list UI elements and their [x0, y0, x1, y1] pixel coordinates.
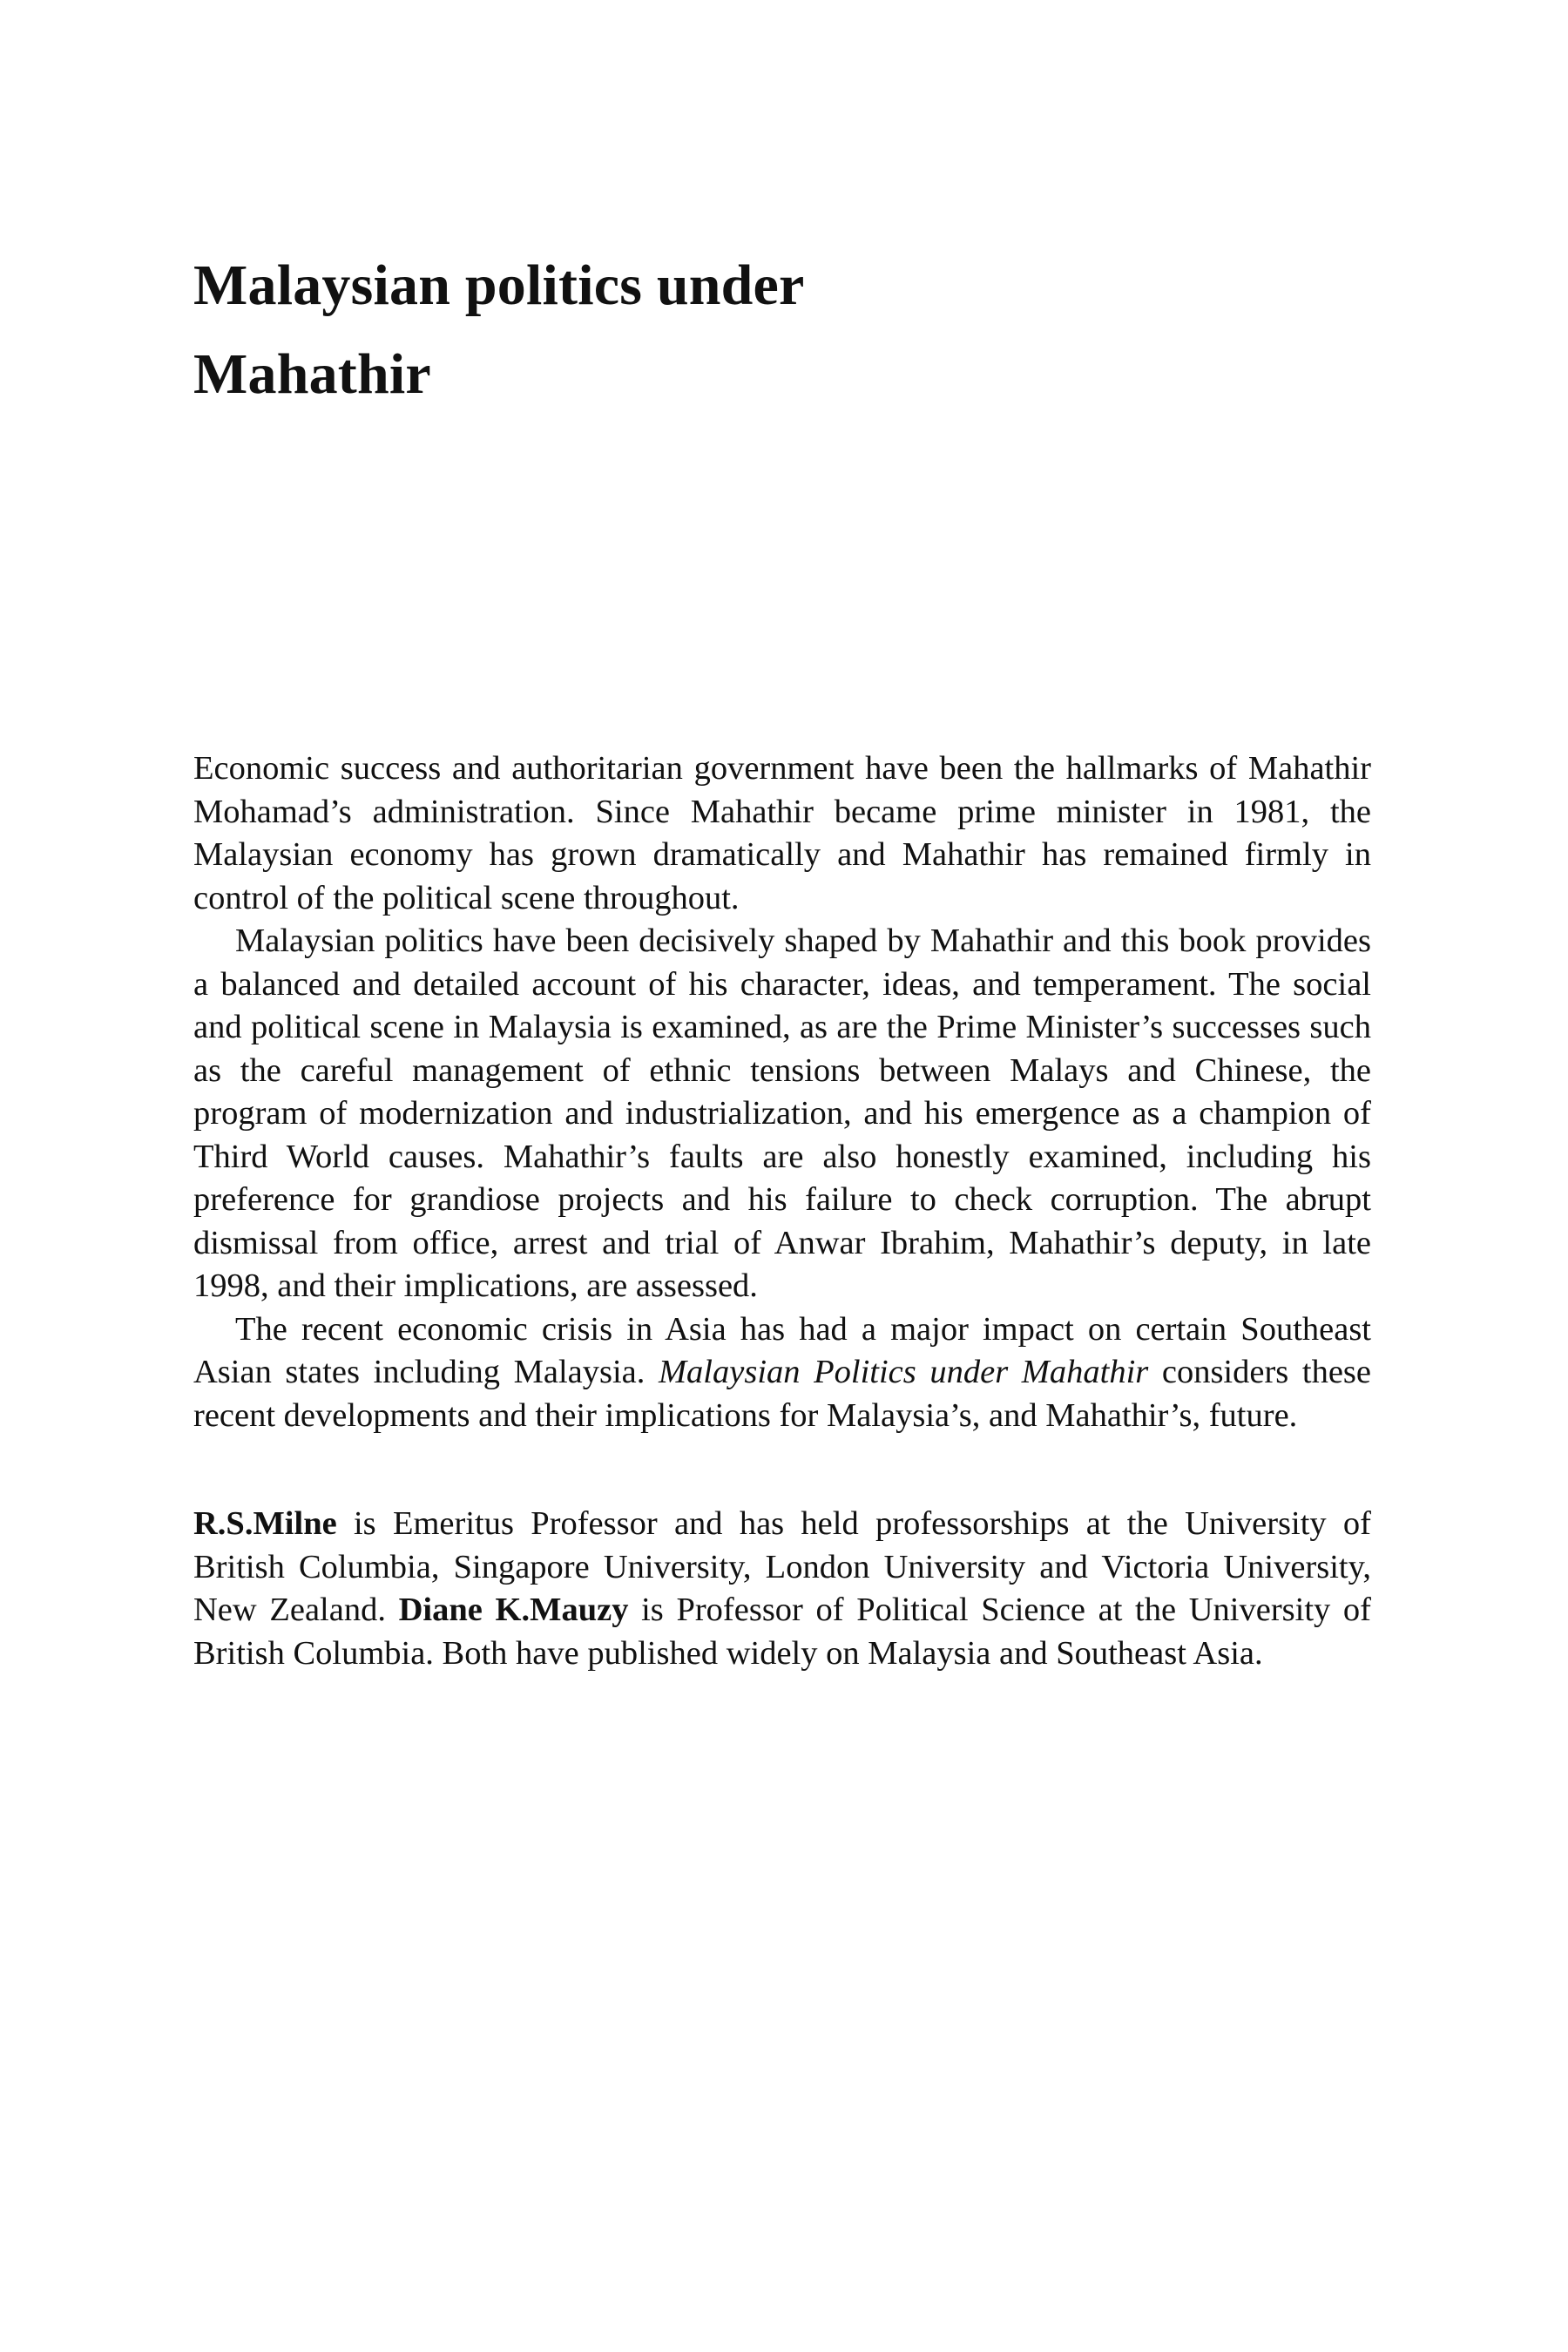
author-bio-paragraph [193, 1503, 1371, 1675]
blurb-paragraph-2: Malaysian politics have been decisively shaped by Mahathir and this book provides a balanced and detailed account of his character, ideas, and temperament. The social and political scene in Malaysia is examined, as are the Prime Minister’s successes such as the careful management of ethnic tensions between Malays and Chinese, the program of modernization and industrialization, and his emergence as a champion of Third World causes. Mahathir’s faults are also honestly examined, including his preference for grandiose projects and his failure to check corruption. The abrupt dismissal from office, arrest and trial of Anwar Ibrahim, Mahathir’s deputy, in late 1998, and their implications, are assessed. [193, 923, 1371, 1304]
blurb-paragraph-1: Economic success and authoritarian government have been the hallmarks of Mahathir Mohamad’s administration. Since Mahathir became prime minister in 1981, the Malaysian economy has grown dramatically and Mahathir has remained firmly in control of the political scene throughout. [193, 750, 1371, 916]
book-blurb [193, 747, 1371, 1437]
book-title-line-2: Mahathir [193, 342, 431, 406]
blurb-book-title-italic: Malaysian Politics under Mahathir [658, 1354, 1149, 1390]
author-1-name: R.S.Milne [193, 1505, 337, 1542]
author-2-name: Diane K.Mauzy [398, 1592, 629, 1628]
blurb-paragraph-3-text-end: considers these recent developments and their implications for Malaysia’s, and Mahathir’s, future. [193, 1354, 1371, 1434]
book-title-line-1: Malaysian politics under [193, 253, 805, 317]
book-title [193, 241, 1413, 419]
blurb-paragraph-3 [193, 1308, 1371, 1438]
author-2-description: is Professor of Political Science at the University of British Columbia. Both have published widely on Malaysia and Southeast Asia. [193, 1592, 1371, 1672]
blurb-paragraph-3-text-start: The recent economic crisis in Asia has had a major impact on certain Southeast Asian states including Malaysia. [193, 1310, 1371, 1390]
author-bio [193, 1503, 1371, 1675]
author-1-description: is Emeritus Professor and has held professorships at the University of British Columbia, Singapore University, London University and Victoria University, New Zealand. [193, 1505, 1371, 1628]
